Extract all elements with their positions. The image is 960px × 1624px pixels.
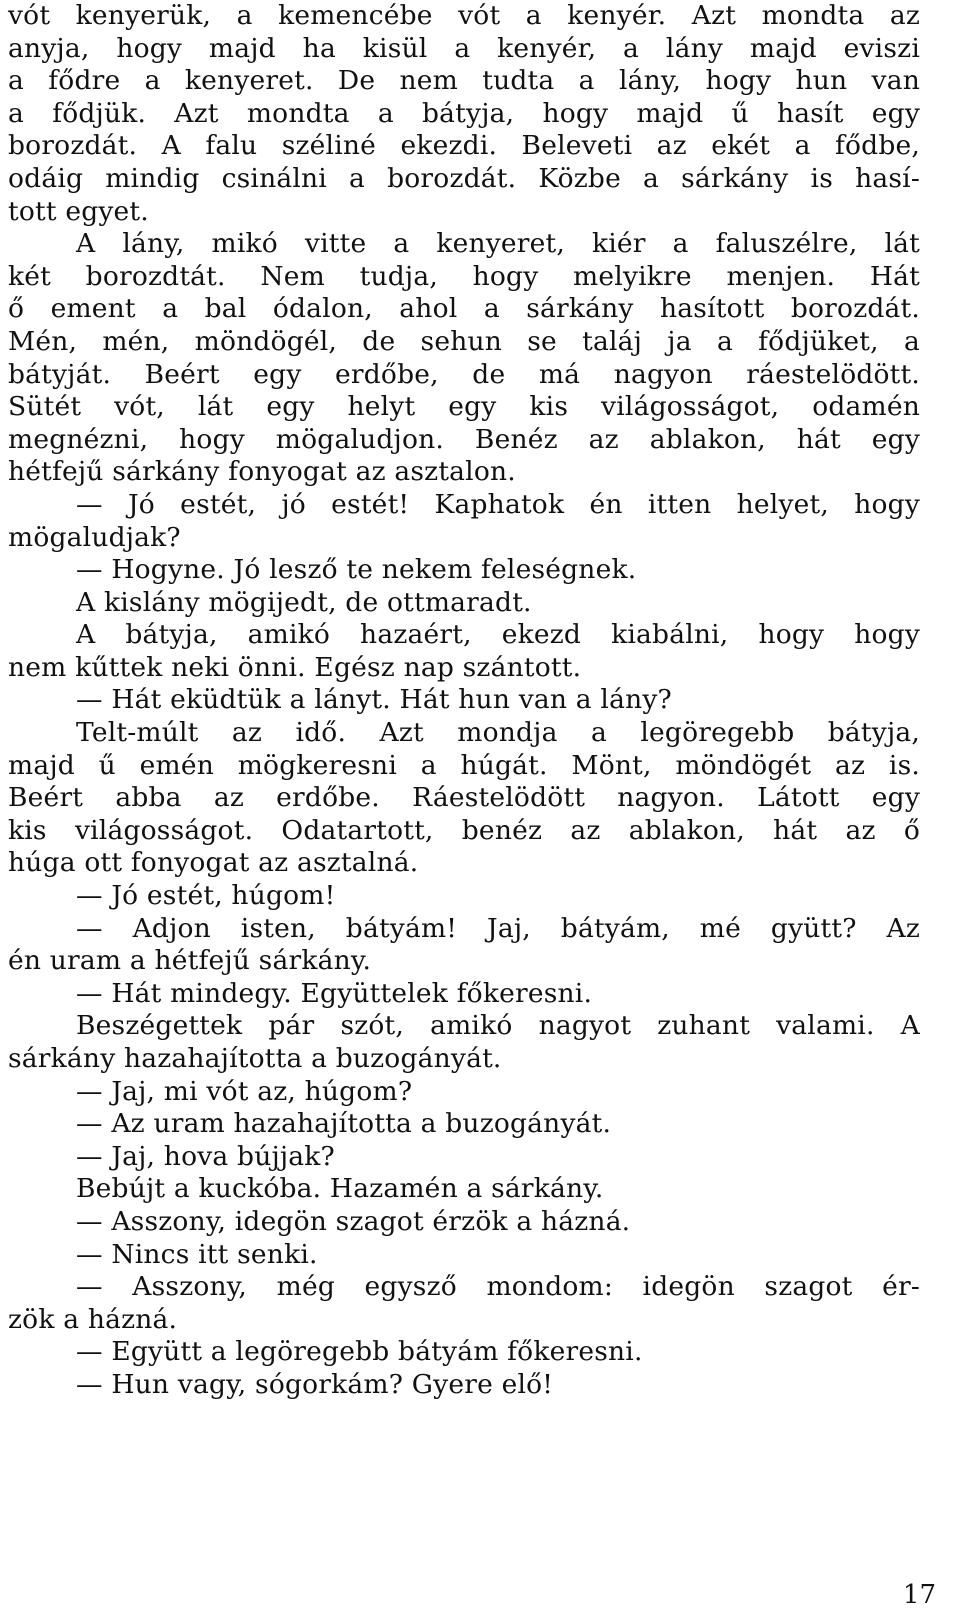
text-line: — Hát eküdtük a lányt. Hát hun van a lány? [76, 684, 672, 716]
text-line: hétfejű sárkány fonyogat az asztalon. [8, 456, 516, 488]
text-line: — Jó estét, húgom! [76, 880, 336, 912]
text-line: — Jaj, mi vót az, húgom? [76, 1075, 413, 1107]
text-line: tott egyet. [8, 195, 149, 227]
body-text [8, 0, 920, 1402]
text-line: A kislány mögijedt, de ottmaradt. [76, 586, 532, 618]
text-line: nem kűttek neki önni. Egész nap szántott. [8, 651, 582, 683]
text-line: — Hát mindegy. Együttelek főkeresni. [76, 977, 593, 1009]
text-line: — Asszony, még egysző mondom: idegön szagot ér- [76, 1271, 920, 1303]
text-line: vót kenyerük, a kemencébe vót a kenyér. Azt mondta az [8, 0, 920, 31]
text-line: — Jaj, hova bújjak? [76, 1140, 335, 1172]
text-line: A bátyja, amikó hazaért, ekezd kiabálni, hogy hogy [76, 619, 920, 651]
text-line: kis világosságot. Odatartott, benéz az ablakon, hát az ő [8, 814, 920, 846]
text-line: mögaludjak? [8, 521, 181, 553]
text-line: ő ement a bal ódalon, ahol a sárkány hasított borozdát. [8, 293, 920, 325]
page-number: 17 [902, 1580, 936, 1610]
text-line: — Asszony, idegön szagot érzök a házná. [76, 1205, 631, 1237]
text-line: borozdát. A falu széliné ekezdi. Beleveti az ekét a fődbe, [8, 130, 920, 162]
text-line: húga ott fonyogat az asztalná. [8, 847, 419, 879]
text-line: — Hogyne. Jó lesző te nekem feleségnek. [76, 554, 637, 586]
text-line: Beért abba az erdőbe. Ráestelödött nagyon. Látott egy [8, 782, 920, 814]
text-line: Beszégettek pár szót, amikó nagyot zuhant valami. A [76, 1010, 920, 1042]
text-line: sárkány hazahajította a buzogányát. [8, 1043, 502, 1074]
text-line: Telt-múlt az idő. Azt mondja a legöregebb bátyja, [76, 717, 920, 749]
text-line: — Adjon isten, bátyám! Jaj, bátyám, mé gyütt? Az [76, 912, 920, 944]
text-line: majd ű emén mögkeresni a húgát. Mönt, möndögét az is. [8, 749, 920, 781]
text-line: — Együtt a legöregebb bátyám főkeresni. [76, 1336, 643, 1368]
text-line: Sütét vót, lát egy helyt egy kis világosságot, odamén [8, 391, 920, 423]
text-line: — Az uram hazahajította a buzogányát. [76, 1108, 612, 1140]
text-line: — Nincs itt senki. [76, 1238, 318, 1270]
text-line: Bebújt a kuckóba. Hazamén a sárkány. [76, 1173, 604, 1205]
text-line: a fődre a kenyeret. De nem tudta a lány, hogy hun van [8, 65, 920, 97]
text-line: Mén, mén, möndögél, de sehun se taláj ja a fődjüket, a [8, 325, 920, 357]
text-line: a fődjük. Azt mondta a bátyja, hogy majd ű hasít egy [8, 97, 920, 129]
text-line: zök a házná. [8, 1303, 178, 1335]
text-line: anyja, hogy majd ha kisül a kenyér, a lány majd eviszi [8, 32, 920, 64]
text-line: — Jó estét, jó estét! Kaphatok én itten helyet, hogy [76, 488, 920, 520]
text-line: megnézni, hogy mögaludjon. Benéz az ablakon, hát egy [8, 423, 920, 455]
text-line: én uram a hétfejű sárkány. [8, 945, 372, 977]
text-line: két borozdtát. Nem tudja, hogy melyikre menjen. Hát [8, 260, 920, 292]
text-line: bátyját. Beért egy erdőbe, de má nagyon ráestelödött. [8, 358, 920, 390]
text-line: odáig mindig csinálni a borozdát. Közbe a sárkány is hasí- [8, 162, 920, 194]
text-line: A lány, mikó vitte a kenyeret, kiér a faluszélre, lát [76, 228, 920, 260]
text-line: — Hun vagy, sógorkám? Gyere elő! [76, 1368, 554, 1400]
